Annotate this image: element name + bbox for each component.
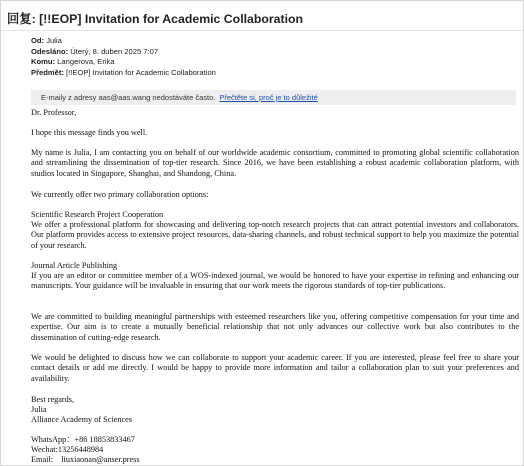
subject-value: [!!EOP] Invitation for Academic Collaboration (66, 67, 216, 77)
to-label: Komu: (31, 57, 56, 67)
notice-row (41, 90, 318, 105)
header-divider (1, 30, 523, 31)
contact-email[interactable]: Email: liuxiaonan@anser.press (31, 455, 140, 464)
sent-label: Odesláno: (31, 46, 69, 56)
paragraph-journal-publishing: If you are an editor or committee member of a WOS-indexed journal, we would be honored to have your expertise in refining and enhancing our manuscripts. Your guidance will be invaluable in ensuring that our work meets the rigorous standards of top-tier publications. (31, 271, 519, 291)
email-header (31, 36, 216, 78)
closing: Best regards, (31, 395, 75, 404)
subject-row (31, 68, 216, 79)
subject-label: Předmět: (31, 67, 64, 77)
heading-journal-publishing: Journal Article Publishing (31, 261, 118, 270)
sent-value: Úterý, 8. duben 2025 7:07 (70, 46, 159, 56)
sender-notice-banner (31, 90, 516, 105)
paragraph-options-intro: We currently offer two primary collaboration options: (31, 190, 209, 199)
sent-row (31, 47, 216, 58)
paragraph-research-cooperation: We offer a professional platform for showcasing and delivering top-notch research projects that can attract potential investors and collaborators. Our platform provides access to extensive project resources, data-sharing channels, and robust technical support to help you maximize the potential of your research. (31, 220, 519, 250)
contact-whatsapp: WhatsApp：+86 18853833467 (31, 435, 135, 444)
heading-research-cooperation: Scientific Research Project Cooperation (31, 210, 164, 219)
to-row (31, 57, 216, 68)
email-subject-title: 回复: [!!EOP] Invitation for Academic Collaboration (7, 12, 304, 26)
paragraph-partnerships: We are committed to building meaningful partnerships with esteemed researchers like you, offering competitive compensation for your time and expertise. Our aim is to create a mutually beneficial relationship that not only advances our collective work but also contributes to the dissemination of cutting-edge research. (31, 312, 519, 342)
signature-name: Julia (31, 405, 47, 414)
notice-learn-why-link[interactable]: Přečtěte si, proč je to důležité (219, 93, 318, 102)
contact-wechat: Wechat:13256448984 (31, 445, 104, 454)
notice-text: E-maily z adresy aas@aas.wang nedostáváte často. (41, 93, 216, 102)
signature-organization: Alliance Academy of Sciences (31, 415, 133, 424)
from-value[interactable]: Julia (46, 36, 62, 45)
paragraph-call-to-action: We would be delighted to discuss how we can collaborate to support your academic career. If you are interested, please feel free to share your contact details or add me directly. I would be happy to provide more information and tailor a collaboration plan to suit your preferences and availability. (31, 353, 519, 383)
greeting: Dr. Professor, (31, 108, 77, 117)
paragraph-opening: I hope this message finds you well. (31, 128, 148, 137)
from-row (31, 36, 216, 47)
from-label: Od: (31, 36, 45, 45)
to-value[interactable]: Langerova, Erika (57, 57, 115, 67)
paragraph-introduction: My name is Julia, I am contacting you on behalf of our worldwide academic consortium, committed to promoting global scientific collaboration and streamlining the dissemination of top-tier research. Since 2016, we have been establishing a robust academic collaboration platform, with studios located in Singapore, Shanghai, and Shandong, China. (31, 148, 519, 178)
